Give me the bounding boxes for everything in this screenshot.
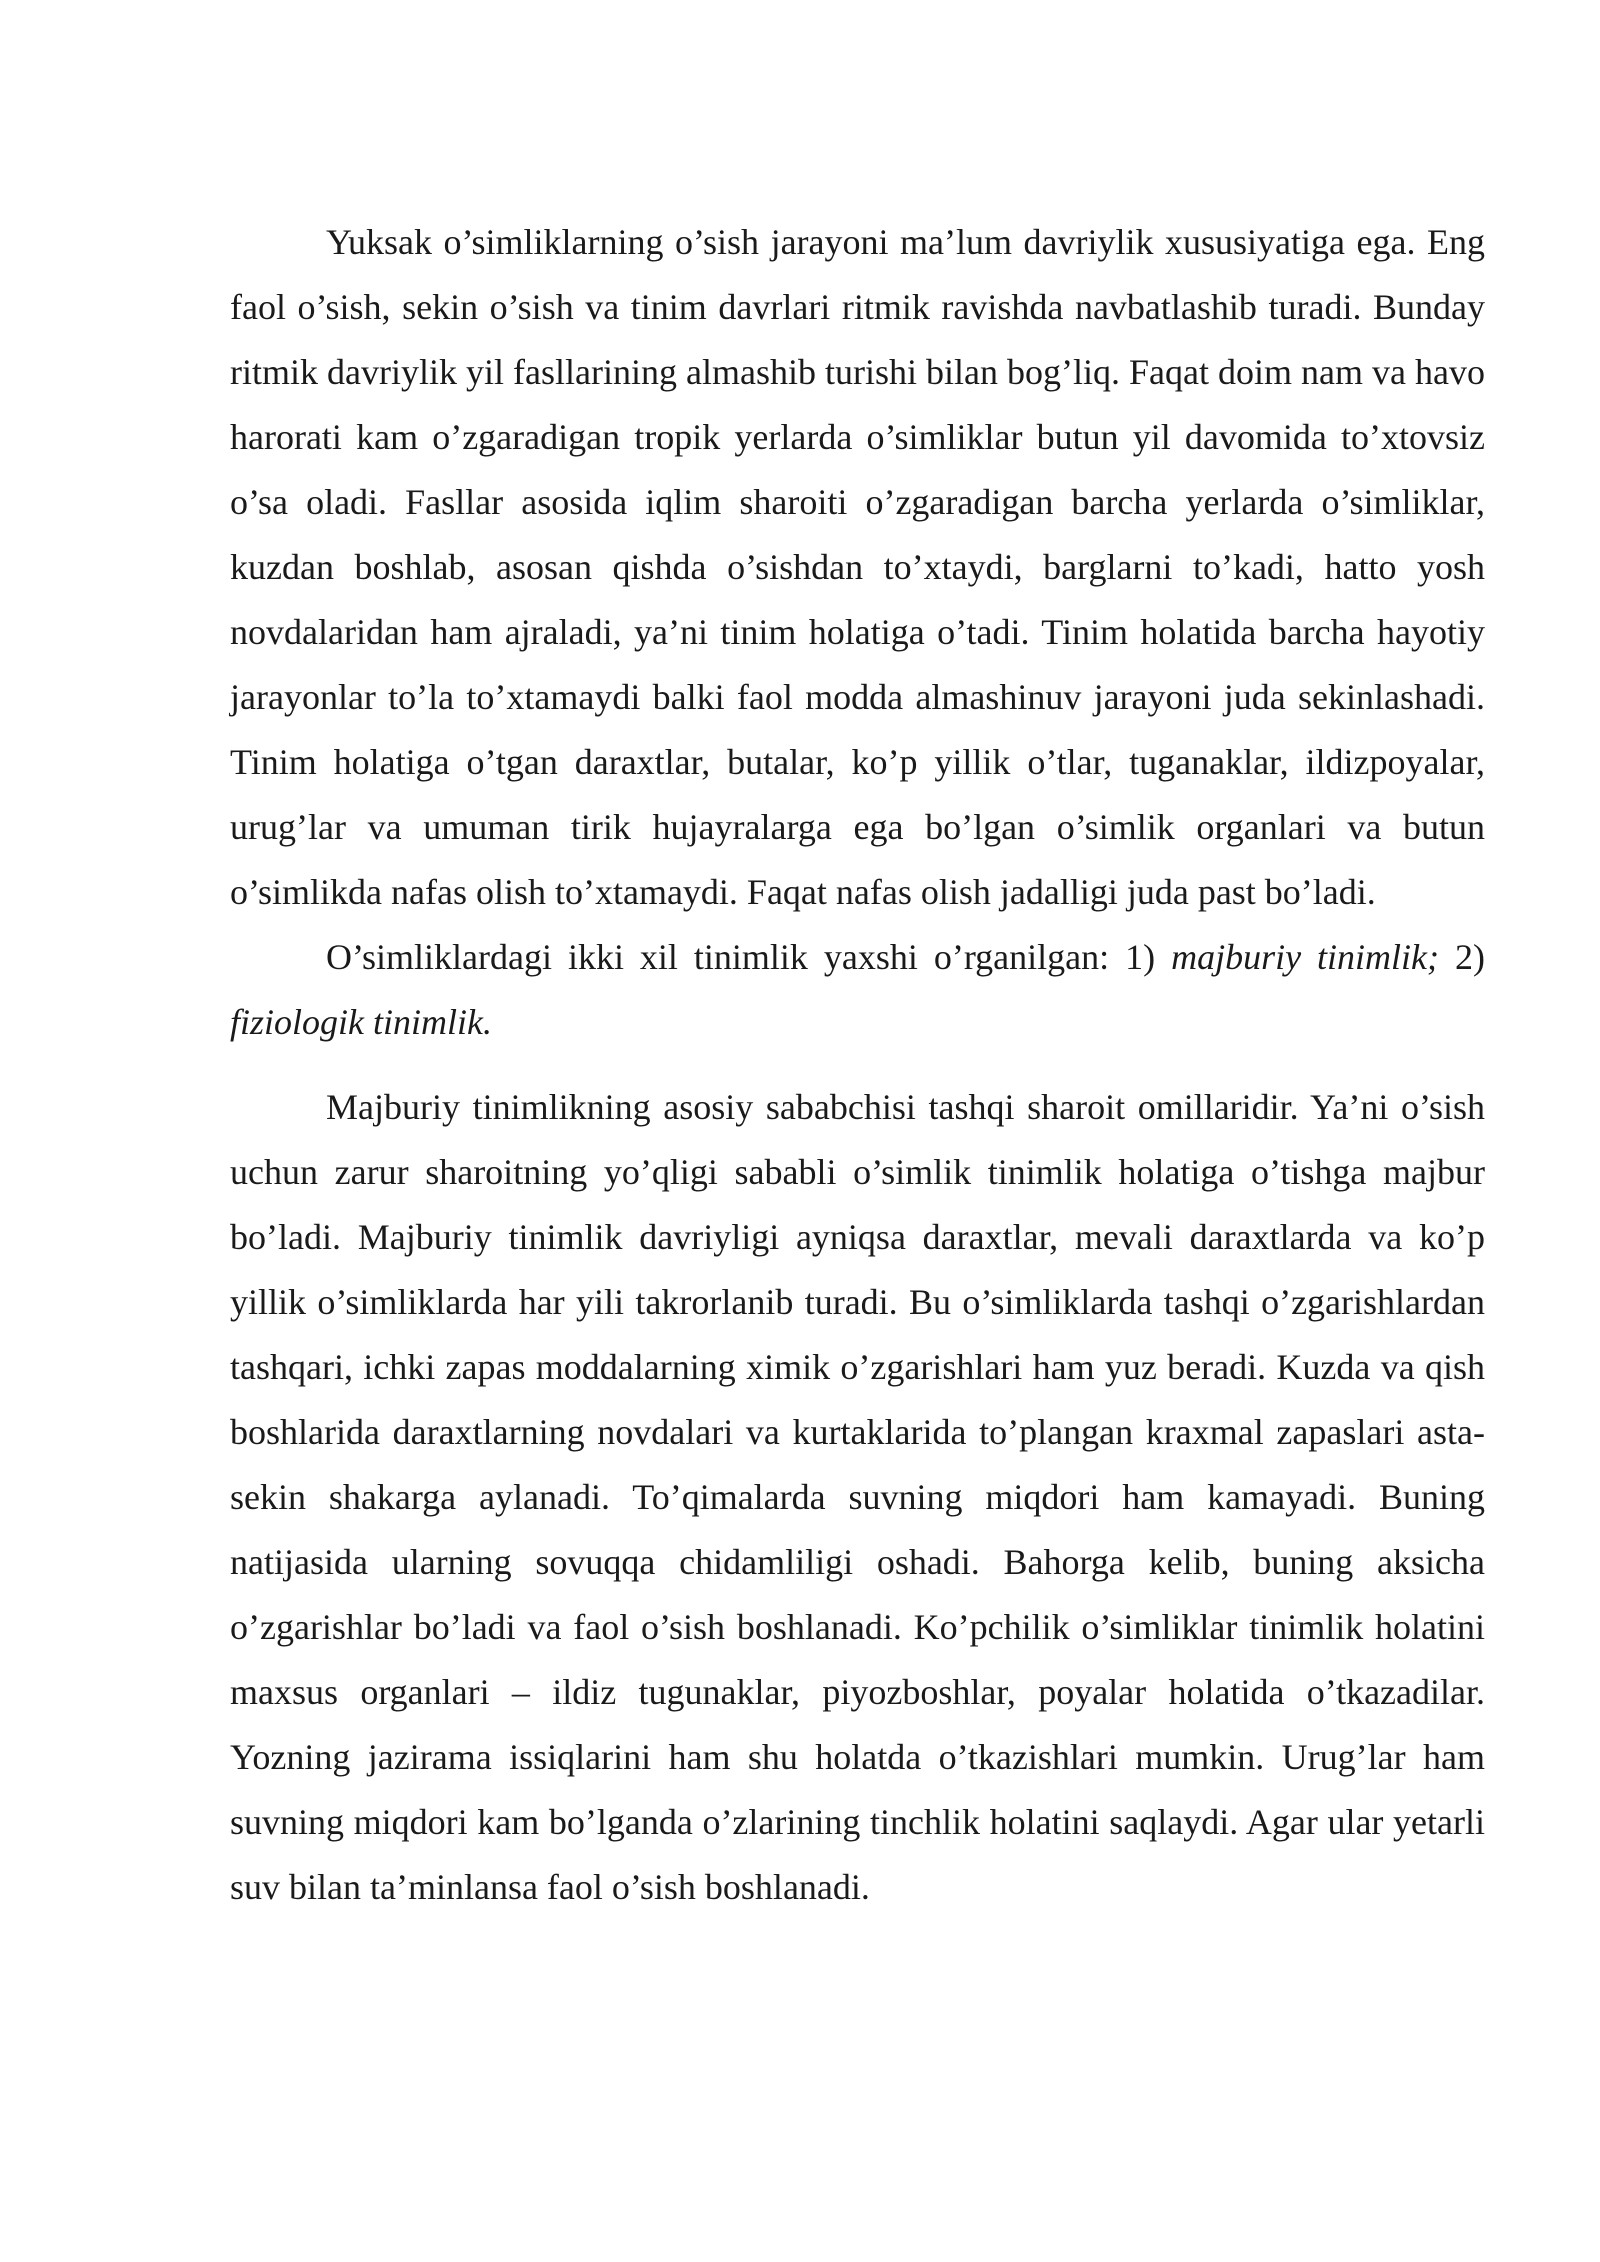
physiological-dormancy-term: fiziologik tinimlik. (230, 1002, 492, 1042)
document-page (230, 210, 1485, 1940)
forced-dormancy-term: majburiy tinimlik; (1171, 937, 1440, 977)
dormancy-types-lead: O’simliklardagi ikki xil tinimlik yaxshi o’rganilgan: 1) (326, 937, 1172, 977)
paragraph-dormancy-types (230, 925, 1485, 1055)
dormancy-types-mid: 2) (1439, 937, 1485, 977)
paragraph-forced-dormancy: Majburiy tinimlikning asosiy sababchisi tashqi sharoit omillaridir. Ya’ni o’sish uchun zarur sharoitning yo’qligi sababli o’simlik tinimlik holatiga o’tishga majbur bo’ladi. Majburiy tinimlik davriyligi ayniqsa daraxtlar, mevali daraxtlarda va ko’p yillik o’simliklarda har yili takrorlanib turadi. Bu o’simliklarda tashqi o’zgarishlardan tashqari, ichki zapas moddalarning ximik o’zgarishlari ham yuz beradi. Kuzda va qish boshlarida daraxtlarning novdalari va kurtaklarida to’plangan kraxmal zapaslari asta-sekin shakarga aylanadi. To’qimalarda suvning miqdori ham kamayadi. Buning natijasida ularning sovuqqa chidamliligi oshadi. Bahorga kelib, buning aksicha o’zgarishlar bo’ladi va faol o’sish boshlanadi. Ko’pchilik o’simliklar tinimlik holatini maxsus organlari – ildiz tugunaklar, piyozboshlar, poyalar holatida o’tkazadilar. Yozning jazirama issiqlarini ham shu holatda o’tkazishlari mumkin. Urug’lar ham suvning miqdori kam bo’lganda o’zlarining tinchlik holatini saqlaydi. Agar ular yetarli suv bilan ta’minlansa faol o’sish boshlanadi. (230, 1087, 1485, 1907)
paragraph-growth-periodicity: Yuksak o’simliklarning o’sish jarayoni ma’lum davriylik xususiyatiga ega. Eng faol o’sish, sekin o’sish va tinim davrlari ritmik ravishda navbatlashib turadi. Bunday ritmik davriylik yil fasllarining almashib turishi bilan bog’liq. Faqat doim nam va havo harorati kam o’zgaradigan tropik yerlarda o’simliklar butun yil davomida to’xtovsiz o’sa oladi. Fasllar asosida iqlim sharoiti o’zgaradigan barcha yerlarda o’simliklar, kuzdan boshlab, asosan qishda o’sishdan to’xtaydi, barglarni to’kadi, hatto yosh novdalaridan ham ajraladi, ya’ni tinim holatiga o’tadi. Tinim holatida barcha hayotiy jarayonlar to’la to’xtamaydi balki faol modda almashinuv jarayoni juda sekinlashadi. Tinim holatiga o’tgan daraxtlar, butalar, ko’p yillik o’tlar, tuganaklar, ildizpoyalar, urug’lar va umuman tirik hujayralarga ega bo’lgan o’simlik organlari va butun o’simlikda nafas olish to’xtamaydi. Faqat nafas olish jadalligi juda past bo’ladi. (230, 222, 1485, 912)
